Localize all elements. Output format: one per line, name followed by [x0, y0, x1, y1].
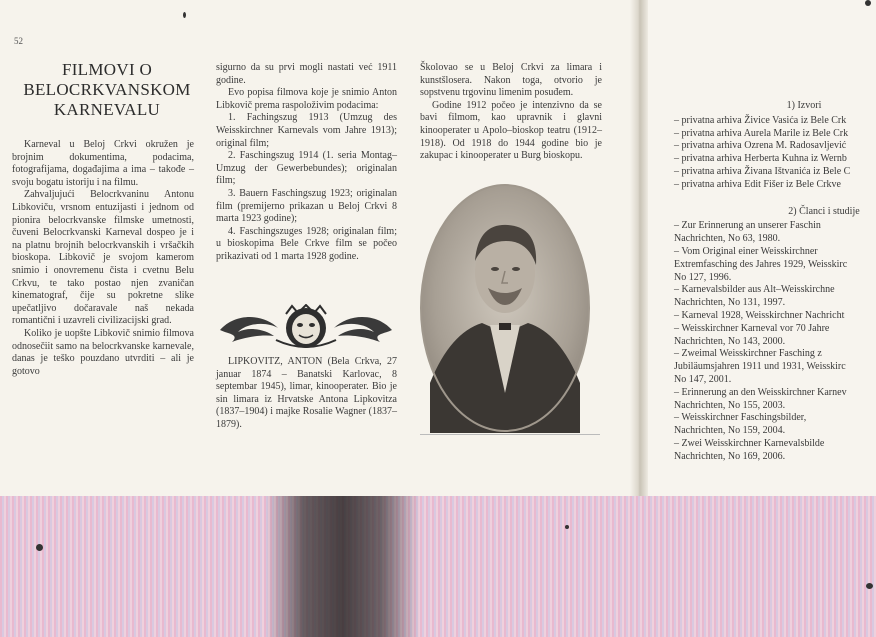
articles-heading: 2) Članci i studije	[788, 205, 860, 217]
article-item: – Erinnerung an den Weisskirchner Karnev	[674, 386, 847, 398]
references-column	[674, 100, 876, 464]
source-item: – privatna arhiva Aurela Marile iz Bele Crk	[674, 127, 849, 139]
film-list-item: 2. Faschingszug 1914 (1. seria Montag–Umzug der Gewerbebundes); originalan film;	[216, 150, 397, 187]
paragraph: Školovao se u Beloj Crkvi za limara i kunstšlosera. Nakon toga, otvorio je sopstvenu trgovinu limenim posuđem.	[420, 62, 602, 99]
title-line: KARNEVALU	[53, 100, 161, 119]
portrait-photo	[420, 183, 590, 433]
source-item: – privatna arhiva Edit Fišer iz Bele Crkve	[674, 178, 841, 190]
dust-speck	[866, 583, 873, 589]
scanner-shadow	[265, 496, 420, 637]
paragraph: Zahvaljujući Belocrkvaninu Antonu Libkoviču, vrsnom entuzijasti i jednom od pionira belocrkvanske filmske umetnosti, čuveni Belocrkvanski Karneval dospeo je i na platnu brojnih belocrkvanskih i vršačkih bioskopa. Libkovič je svojom kamerom snimio i onovremenu čista i cvetnu Belu Crkvu, te tako postao njen zvaničan kinematograf, čije su pokretne slike upečatljivo dočaravale naš nekada romantični i uzavreli civilizacijski grad.	[12, 189, 194, 327]
source-item: – privatna arhiva Herberta Kuhna iz Wernb	[674, 153, 847, 165]
photo-baseline-rule	[420, 434, 600, 435]
article-item: Nachrichten, No 143, 2000.	[674, 335, 786, 347]
article-item: – Zweimal Weisskirchner Fasching z	[674, 348, 822, 360]
paragraph: Evo popisa filmova koje je snimio Anton Libkovič prema raspoloživim podacima:	[216, 87, 397, 111]
paragraph: Godine 1912 počeo je intenzivno da se bavi filmom, kao upravnik i glavni kinooperater u Apolo–bioskop teatru (1912–1918). Od 1918 do 1944 godine bio je zakupac i kinooperater u Burg bioskopu.	[420, 99, 602, 162]
article-item: – Karnevalsbilder aus Alt–Weisskirchne	[674, 284, 835, 296]
article-item: Jubiläumsjahren 1911 und 1931, Weisskirc	[674, 361, 846, 373]
article-item: Nachrichten, No 131, 1997.	[674, 297, 786, 309]
scanner-bed-strip	[0, 496, 876, 637]
article-item: Nachrichten, No 169, 2006.	[674, 450, 786, 462]
paragraph: Koliko je uopšte Libkovič snimio filmova odnosečiit samo na belocrkvanske karnevale, danas je teško pouzdano utvrditi – ali je gotovo	[12, 327, 194, 377]
paragraph: Karneval u Beloj Crkvi okružen je brojnim dokumentima, podacima, fotografijama, događajima a ima – takođe – svoju bogatu istoriju i na filmu.	[12, 139, 194, 188]
dust-speck	[183, 12, 186, 18]
film-list-item: 3. Bauern Faschingszug 1923; originalan film (premijerno prikazan u Beloj Crkvi 8 marta 1923 godine);	[216, 187, 397, 225]
dust-speck	[36, 544, 43, 551]
article-item: Nachrichten, No 159, 2004.	[674, 425, 786, 437]
article-item: – Weisskirchner Karneval vor 70 Jahre	[674, 322, 830, 334]
text-column-1	[12, 139, 194, 378]
source-item: – privatna arhiva Ozrena M. Radosavljević	[674, 140, 847, 152]
article-item: – Zur Erinnerung an unserer Faschin	[674, 220, 821, 232]
article-item: – Weisskirchner Faschingsbilder,	[674, 412, 807, 424]
film-list-item: 4. Faschingszuges 1928; originalan film; u bioskopima Bele Crkve film se počeo prikazivati od 1 marta 1928 godine.	[216, 225, 397, 262]
dust-speck	[865, 0, 871, 6]
article-item: No 127, 1996.	[674, 271, 732, 283]
dust-speck	[565, 525, 569, 529]
text-column-2	[216, 62, 397, 264]
page-number: 52	[14, 36, 23, 46]
text-column-3	[420, 62, 602, 163]
article-title	[12, 60, 202, 120]
book-gutter	[630, 0, 648, 496]
article-item: Nachrichten, No 63, 1980.	[674, 233, 781, 245]
paragraph: LIPKOVITZ, ANTON (Bela Crkva, 27 januar 1874 – Banatski Karlovac, 8 septembar 1945), limar, kinooperater. Bio je sin limara iz Hrvatske Antona Lipkovitza (1837–1904) i majke Rosalie Wagner (1837–1879).	[216, 356, 397, 430]
article-item: – Zwei Weisskirchner Karnevalsbilde	[674, 437, 825, 449]
source-item: – privatna arhiva Živice Vasića iz Bele Crk	[674, 114, 847, 126]
spacer	[674, 192, 876, 206]
biography-paragraph	[216, 356, 397, 432]
article-item: No 147, 2001.	[674, 373, 732, 385]
article-item: Extremfasching des Jahres 1929, Weisskirc	[674, 258, 848, 270]
sources-heading: 1) Izvori	[786, 100, 822, 111]
article-item: – Karneval 1928, Weisskirchner Nachricht	[674, 309, 845, 321]
paragraph: sigurno da su prvi mogli nastati već 1911 godine.	[216, 62, 397, 86]
decorative-mask-ornament	[216, 304, 396, 354]
article-item: – Vom Original einer Weisskirchner	[674, 245, 818, 257]
title-line: FILMOVI O	[61, 60, 153, 79]
article-item: Nachrichten, No 155, 2003.	[674, 399, 786, 411]
title-line: BELOCRKVANSKOM	[23, 80, 191, 99]
film-list-item: 1. Fachingszug 1913 (Umzug des Weisskirchner Karnevals vom Jahre 1913); original film;	[216, 112, 397, 149]
source-item: – privatna arhiva Živana Ištvanića iz Bele C	[674, 165, 851, 177]
